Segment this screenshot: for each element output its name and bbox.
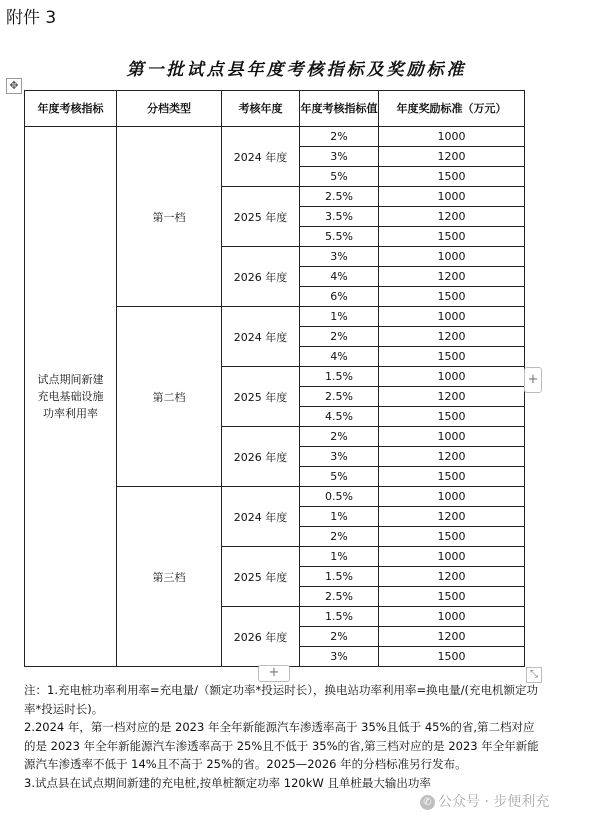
indicator-value-cell: 6% xyxy=(300,287,379,307)
year-cell: 2024 年度 xyxy=(222,487,300,547)
reward-cell: 1500 xyxy=(379,647,525,667)
indicator-value-cell: 2% xyxy=(300,527,379,547)
indicator-value-cell: 2% xyxy=(300,427,379,447)
reward-cell: 1200 xyxy=(379,207,525,227)
note-2: 2.2024 年，第一档对应的是 2023 年全年新能源汽车渗透率高于 35%且低于 45%的省,第二档对应的是 2023 年全年新能源汽车渗透率高于 25%且不低于 35%的省,第三档对应的是 2023 年全年新能源汽车渗透率不低于 14%且不高于 25%的省。2025—2026 年的分档标准另行发布。 xyxy=(24,720,539,771)
indicator-value-cell: 3.5% xyxy=(300,207,379,227)
reward-cell: 1000 xyxy=(379,607,525,627)
header-indicator: 年度考核指标 xyxy=(25,91,117,127)
header-assessment-year: 考核年度 xyxy=(222,91,300,127)
reward-cell: 1200 xyxy=(379,267,525,287)
indicator-value-cell: 3% xyxy=(300,247,379,267)
note-1: 注：1.充电桩功率利用率=充电量/（额定功率*投运时长），换电站功率利用率=换电量/(充电机额定功率*投运时长)。 xyxy=(24,683,538,716)
table-row xyxy=(25,127,525,147)
year-cell: 2024 年度 xyxy=(222,127,300,187)
indicator-value-cell: 5.5% xyxy=(300,227,379,247)
table-body xyxy=(25,127,525,667)
indicator-value-cell: 4% xyxy=(300,347,379,367)
reward-cell: 1500 xyxy=(379,407,525,427)
reward-cell: 1000 xyxy=(379,187,525,207)
add-row-plus-icon[interactable]: + xyxy=(258,665,290,682)
indicator-value-cell: 3% xyxy=(300,447,379,467)
table-resize-icon[interactable]: ⤡ xyxy=(526,667,542,683)
indicator-value-cell: 2.5% xyxy=(300,187,379,207)
assessment-table xyxy=(24,90,525,667)
watermark xyxy=(420,791,549,811)
indicator-value-cell: 1.5% xyxy=(300,567,379,587)
reward-cell: 1500 xyxy=(379,527,525,547)
reward-cell: 1200 xyxy=(379,147,525,167)
reward-cell: 1500 xyxy=(379,287,525,307)
wechat-icon: ✆ xyxy=(420,795,435,810)
indicator-value-cell: 1% xyxy=(300,507,379,527)
indicator-value-cell: 3% xyxy=(300,147,379,167)
table-header-row xyxy=(25,91,525,127)
indicator-value-cell: 1% xyxy=(300,307,379,327)
year-cell: 2024 年度 xyxy=(222,307,300,367)
reward-cell: 1000 xyxy=(379,307,525,327)
indicator-value-cell: 2.5% xyxy=(300,587,379,607)
tier-cell: 第二档 xyxy=(117,307,222,487)
indicator-cell: 试点期间新建充电基础设施功率利用率 xyxy=(25,127,117,667)
year-cell: 2026 年度 xyxy=(222,247,300,307)
reward-cell: 1000 xyxy=(379,427,525,447)
indicator-value-cell: 5% xyxy=(300,167,379,187)
indicator-value-cell: 2% xyxy=(300,327,379,347)
indicator-value-cell: 0.5% xyxy=(300,487,379,507)
indicator-value-cell: 4.5% xyxy=(300,407,379,427)
reward-cell: 1500 xyxy=(379,347,525,367)
reward-cell: 1200 xyxy=(379,627,525,647)
year-cell: 2025 年度 xyxy=(222,367,300,427)
indicator-value-cell: 2% xyxy=(300,127,379,147)
tier-cell: 第三档 xyxy=(117,487,222,667)
year-cell: 2026 年度 xyxy=(222,607,300,667)
header-tier-type: 分档类型 xyxy=(117,91,222,127)
reward-cell: 1200 xyxy=(379,507,525,527)
reward-cell: 1200 xyxy=(379,567,525,587)
reward-cell: 1000 xyxy=(379,247,525,267)
indicator-value-cell: 3% xyxy=(300,647,379,667)
tier-cell: 第一档 xyxy=(117,127,222,307)
reward-cell: 1500 xyxy=(379,587,525,607)
reward-cell: 1000 xyxy=(379,487,525,507)
indicator-value-cell: 4% xyxy=(300,267,379,287)
year-cell: 2025 年度 xyxy=(222,187,300,247)
document-title: 第一批试点县年度考核指标及奖励标准 xyxy=(126,60,467,80)
reward-cell: 1000 xyxy=(379,127,525,147)
header-reward-standard: 年度奖励标准（万元） xyxy=(379,91,525,127)
table-move-handle-icon[interactable]: ✥ xyxy=(6,78,22,94)
reward-cell: 1500 xyxy=(379,467,525,487)
attachment-label: 附件 3 xyxy=(6,8,57,28)
watermark-text: 公众号 · 步便利充 xyxy=(438,794,550,810)
indicator-value-cell: 5% xyxy=(300,467,379,487)
indicator-value-cell: 1.5% xyxy=(300,367,379,387)
reward-cell: 1500 xyxy=(379,227,525,247)
indicator-value-cell: 1% xyxy=(300,547,379,567)
note-3: 3.试点县在试点期间新建的充电桩,按单桩额定功率 120kW 且单桩最大输出功率 xyxy=(24,775,431,790)
year-cell: 2026 年度 xyxy=(222,427,300,487)
header-indicator-value: 年度考核指标值 xyxy=(300,91,379,127)
add-column-plus-icon[interactable]: + xyxy=(524,367,542,393)
reward-cell: 1000 xyxy=(379,367,525,387)
notes-section xyxy=(24,681,544,792)
reward-cell: 1500 xyxy=(379,167,525,187)
indicator-value-cell: 2.5% xyxy=(300,387,379,407)
reward-cell: 1000 xyxy=(379,547,525,567)
reward-cell: 1200 xyxy=(379,447,525,467)
indicator-value-cell: 1.5% xyxy=(300,607,379,627)
reward-cell: 1200 xyxy=(379,327,525,347)
indicator-value-cell: 2% xyxy=(300,627,379,647)
year-cell: 2025 年度 xyxy=(222,547,300,607)
reward-cell: 1200 xyxy=(379,387,525,407)
